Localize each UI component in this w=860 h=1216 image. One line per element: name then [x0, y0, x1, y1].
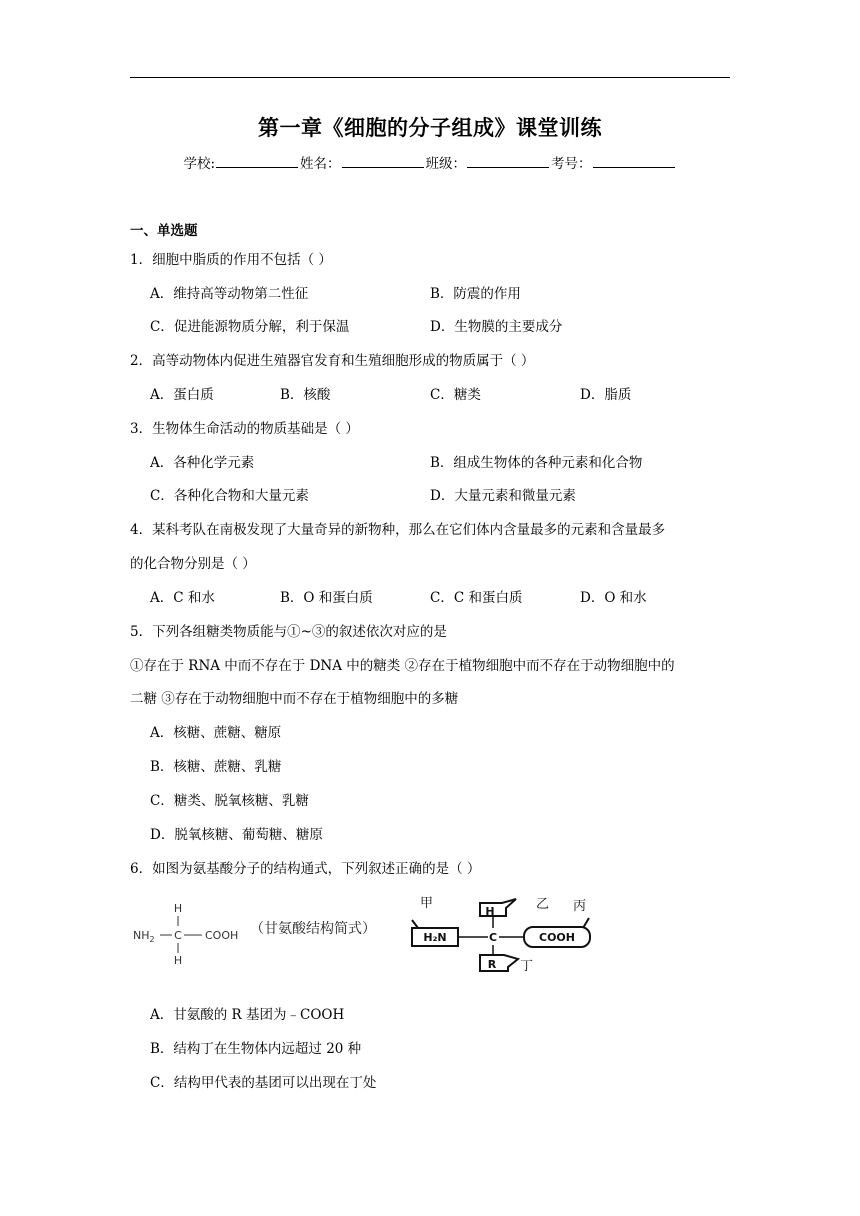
question-4-option-d[interactable]: D．O 和水 — [580, 590, 647, 606]
glycine-caption: （甘氨酸结构简式） — [250, 921, 376, 937]
glycine-structure — [133, 902, 238, 967]
question-4-option-a[interactable]: A．C 和水 — [150, 590, 215, 606]
glycine-top-h: H — [173, 902, 183, 915]
question-4-option-b[interactable]: B．O 和蛋白质 — [280, 590, 373, 606]
general-cooh: COOH — [539, 931, 575, 944]
question-1-option-d[interactable]: D．生物膜的主要成分 — [430, 319, 563, 335]
question-5-stem-line-1: 5．下列各组糖类物质能与①~③的叙述依次对应的是 — [130, 624, 447, 640]
name-blank[interactable] — [342, 155, 424, 168]
question-6-option-a[interactable]: A．甘氨酸的 R 基团为﹣COOH — [150, 1007, 345, 1023]
question-1-option-a[interactable]: A．维持高等动物第二性征 — [150, 286, 309, 302]
question-6-option-b[interactable]: B．结构丁在生物体内远超过 20 种 — [150, 1041, 362, 1057]
class-label: 班级： — [425, 156, 467, 172]
question-4-stem-line-2: 的化合物分别是（ ） — [130, 556, 256, 572]
general-structure — [412, 896, 590, 974]
section-heading: 一、单选题 — [130, 223, 198, 239]
label-yi: 乙 — [536, 897, 550, 912]
question-5-option-c[interactable]: C．糖类、脱氧核糖、乳糖 — [150, 793, 309, 809]
amino-acid-diagram — [128, 890, 608, 980]
general-h: H — [485, 905, 495, 918]
question-3-option-d[interactable]: D．大量元素和微量元素 — [430, 488, 576, 504]
glycine-nh-subscript: 2 — [149, 935, 155, 944]
label-ding: 丁 — [520, 959, 534, 974]
question-4-stem-line-1: 4．某科考队在南极发现了大量奇异的新物种，那么在它们体内含量最多的元素和含量最多 — [130, 522, 666, 538]
question-1-stem: 1．细胞中脂质的作用不包括（ ） — [130, 252, 332, 268]
question-5-option-b[interactable]: B．核糖、蔗糖、乳糖 — [150, 759, 282, 775]
school-label: 学校: — [183, 156, 216, 172]
question-5-stem-line-2: ①存在于 RNA 中而不存在于 DNA 中的糖类 ②存在于植物细胞中而不存在于动物细胞中的 — [130, 658, 675, 674]
glycine-nh2-label — [133, 929, 155, 944]
student-info-line — [0, 152, 860, 172]
question-3-option-c[interactable]: C．各种化合物和大量元素 — [150, 488, 309, 504]
question-2-stem: 2．高等动物体内促进生殖器官发育和生殖细胞形成的物质属于（ ） — [130, 353, 535, 369]
general-r: R — [487, 958, 497, 971]
question-2-option-a[interactable]: A．蛋白质 — [150, 387, 214, 403]
label-jia: 甲 — [420, 896, 434, 911]
name-label: 姓名： — [300, 156, 341, 172]
header-rule — [130, 77, 730, 78]
question-3-option-a[interactable]: A．各种化学元素 — [150, 455, 255, 471]
exam-number-label: 考号： — [551, 156, 592, 172]
question-6-stem: 6．如图为氨基酸分子的结构通式，下列叙述正确的是（ ） — [130, 861, 481, 877]
glycine-center-c: C — [174, 929, 182, 942]
label-bing: 丙 — [573, 899, 587, 914]
r-callout-box — [480, 955, 518, 971]
glycine-bottom-h: H — [173, 954, 183, 967]
page-title: 第一章《细胞的分子组成》课堂训练 — [258, 116, 602, 140]
class-blank[interactable] — [467, 155, 549, 168]
question-5-option-a[interactable]: A．核糖、蔗糖、糖原 — [150, 725, 282, 741]
exam-number-blank[interactable] — [593, 155, 675, 168]
question-2-option-b[interactable]: B．核酸 — [280, 387, 331, 403]
glycine-cooh: COOH — [205, 929, 239, 942]
school-blank[interactable] — [216, 155, 298, 168]
glycine-nh-text: NH — [133, 929, 150, 942]
question-3-option-b[interactable]: B．组成生物体的各种元素和化合物 — [430, 455, 643, 471]
question-1-option-c[interactable]: C．促进能源物质分解，利于保温 — [150, 319, 350, 335]
question-3-stem: 3．生物体生命活动的物质基础是（ ） — [130, 421, 359, 437]
general-h2n: H₂N — [423, 931, 447, 944]
question-1-option-b[interactable]: B．防震的作用 — [430, 286, 521, 302]
amino-acid-figure — [128, 890, 608, 980]
question-5-stem-line-3: 二糖 ③存在于动物细胞中而不存在于植物细胞中的多糖 — [130, 691, 459, 707]
general-center-c: C — [488, 931, 498, 944]
question-2-option-c[interactable]: C．糖类 — [430, 387, 481, 403]
question-5-option-d[interactable]: D．脱氧核糖、葡萄糖、糖原 — [150, 827, 323, 843]
question-2-option-d[interactable]: D．脂质 — [580, 387, 632, 403]
question-4-option-c[interactable]: C．C 和蛋白质 — [430, 590, 523, 606]
question-6-option-c[interactable]: C．结构甲代表的基团可以出现在丁处 — [150, 1075, 377, 1091]
